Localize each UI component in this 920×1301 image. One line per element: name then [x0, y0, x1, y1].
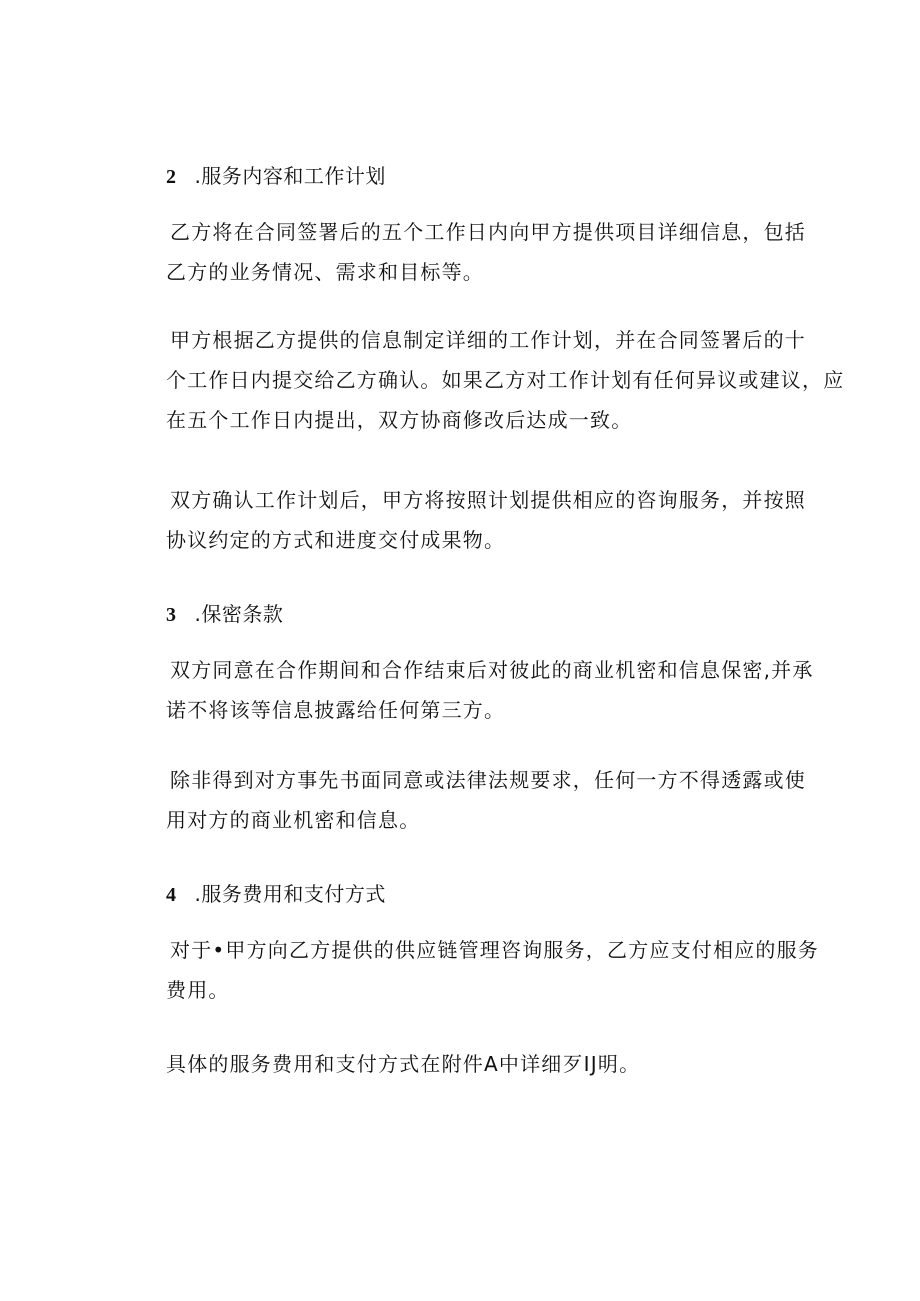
paragraph [166, 320, 845, 440]
section-heading-4 [166, 878, 386, 907]
paragraph-line: 在五个工作日内提出，双方协商修改后达成一致。 [166, 408, 633, 432]
paragraph-line: 乙方将在合同签署后的五个工作日内向甲方提供项目详细信息，包括 [170, 220, 806, 244]
paragraph [166, 212, 806, 292]
paragraph-line: 协议约定的方式和进度交付成果物。 [166, 528, 506, 552]
paragraph-line: 费用。 [166, 978, 230, 1002]
section-title: .服务费用和支付方式 [194, 882, 386, 906]
paragraph [166, 930, 819, 1010]
paragraph [166, 1044, 774, 1084]
paragraph [166, 650, 814, 730]
paragraph-line: 用对方的商业机密和信息。 [166, 808, 421, 832]
section-heading-3 [166, 598, 283, 627]
section-title: .保密条款 [194, 602, 284, 626]
paragraph-line: 具体的服务费用和支付方式在附件A中详细歹IJ明。 [166, 1052, 641, 1076]
section-number: 3 [166, 604, 177, 626]
section-title: .服务内容和工作计划 [194, 164, 386, 188]
paragraph-line: 甲方根据乙方提供的信息制定详细的工作计划，并在合同签署后的十 [170, 328, 806, 352]
section-heading-2 [166, 160, 386, 189]
paragraph [166, 480, 806, 560]
paragraph-line: 乙方的业务情况、需求和目标等。 [166, 260, 484, 284]
paragraph-line: 双方确认工作计划后，甲方将按照计划提供相应的咨询服务，并按照 [170, 488, 806, 512]
paragraph-line: 对于•甲方向乙方提供的供应链管理咨询服务，乙方应支付相应的服务 [170, 938, 819, 962]
paragraph-line: 诺不将该等信息披露给任何第三方。 [166, 698, 506, 722]
section-number: 4 [166, 884, 177, 906]
section-number: 2 [166, 166, 177, 188]
paragraph-line: 除非得到对方事先书面同意或法律法规要求，任何一方不得透露或使 [170, 768, 806, 792]
paragraph [166, 760, 806, 840]
paragraph-line: 双方同意在合作期间和合作结束后对彼此的商业机密和信息保密,并承 [170, 658, 814, 682]
paragraph-line: 个工作日内提交给乙方确认。如果乙方对工作计划有任何异议或建议，应 [166, 368, 845, 392]
